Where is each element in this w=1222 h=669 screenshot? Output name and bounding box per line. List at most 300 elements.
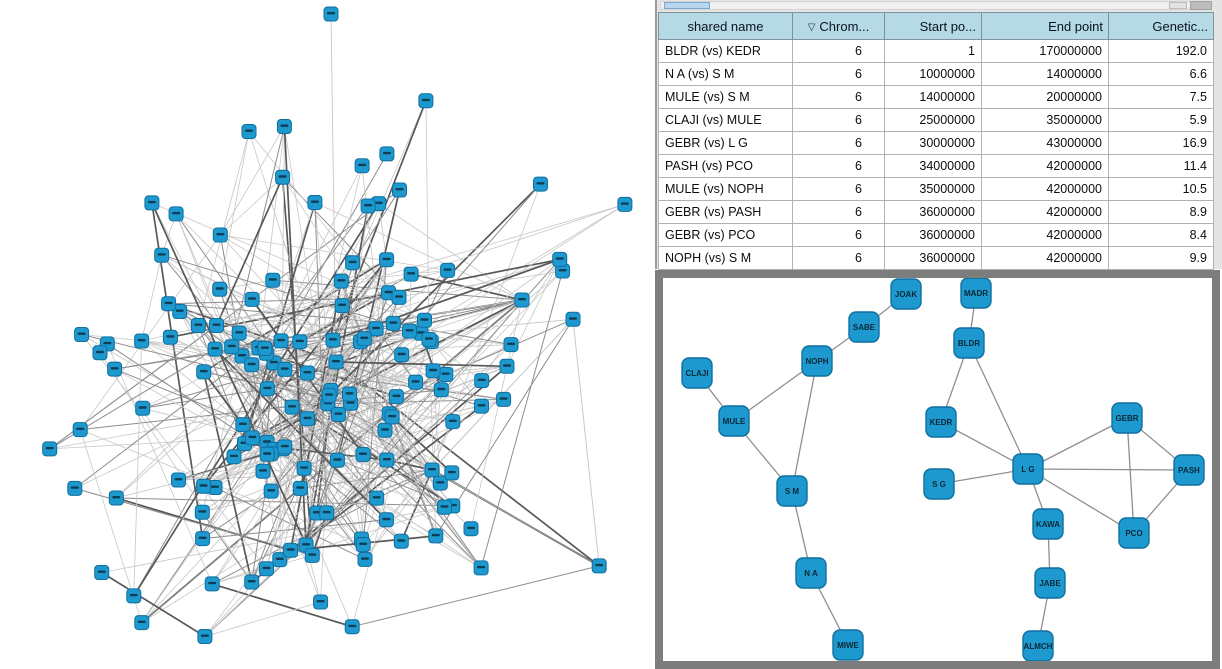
table-cell-genetic[interactable]: 10.5 bbox=[1109, 178, 1214, 201]
network-node-label bbox=[349, 261, 357, 263]
network-node[interactable] bbox=[169, 207, 183, 221]
network-node[interactable] bbox=[324, 7, 338, 21]
graph-node-s-g[interactable] bbox=[924, 469, 954, 499]
network-node-label bbox=[396, 188, 404, 190]
graph-node-pco[interactable] bbox=[1119, 518, 1149, 548]
network-node-label bbox=[346, 392, 354, 394]
network-node-label bbox=[361, 557, 369, 559]
network-node-label bbox=[201, 635, 209, 637]
network-node[interactable] bbox=[497, 392, 511, 406]
table-cell-shared-name[interactable]: N A (vs) S M bbox=[659, 63, 793, 86]
network-node[interactable] bbox=[438, 500, 452, 514]
table-row[interactable] bbox=[659, 178, 1214, 201]
network-edge[interactable] bbox=[471, 366, 507, 528]
network-node[interactable] bbox=[136, 401, 150, 415]
network-node[interactable] bbox=[68, 481, 82, 495]
network-node[interactable] bbox=[213, 282, 227, 296]
network-node-label bbox=[267, 489, 275, 491]
network-node[interactable] bbox=[285, 400, 299, 414]
scrollbar-thumb[interactable] bbox=[664, 2, 710, 9]
network-node[interactable] bbox=[500, 359, 514, 373]
network-node-label bbox=[359, 453, 367, 455]
column-header-shared-name[interactable]: shared name bbox=[659, 13, 793, 40]
network-node[interactable] bbox=[208, 342, 222, 356]
network-node[interactable] bbox=[592, 559, 606, 573]
network-node[interactable] bbox=[308, 196, 322, 210]
network-node[interactable] bbox=[213, 228, 227, 242]
graph-node-label: BLDR bbox=[957, 339, 981, 348]
network-edge[interactable] bbox=[142, 255, 162, 341]
network-node[interactable] bbox=[278, 362, 292, 376]
network-node[interactable] bbox=[314, 595, 328, 609]
network-node[interactable] bbox=[385, 410, 399, 424]
network-node[interactable] bbox=[429, 529, 443, 543]
table-cell-chromosome[interactable]: 6 bbox=[793, 63, 885, 86]
network-node-label bbox=[373, 496, 381, 498]
network-node[interactable] bbox=[242, 125, 256, 139]
table-cell-genetic[interactable]: 16.9 bbox=[1109, 132, 1214, 155]
network-node[interactable] bbox=[358, 552, 372, 566]
table-cell-chromosome[interactable]: 6 bbox=[793, 247, 885, 270]
network-node[interactable] bbox=[258, 342, 272, 356]
table-cell-start[interactable]: 35000000 bbox=[885, 178, 982, 201]
network-node[interactable] bbox=[108, 362, 122, 376]
network-node[interactable] bbox=[378, 423, 392, 437]
table-cell-chromosome[interactable]: 6 bbox=[793, 132, 885, 155]
graph-node-label: MULE bbox=[722, 417, 746, 426]
table-cell-start[interactable]: 36000000 bbox=[885, 224, 982, 247]
network-node-label bbox=[441, 505, 449, 507]
graph-node-noph[interactable] bbox=[802, 346, 832, 376]
table-cell-shared-name[interactable]: GEBR (vs) PCO bbox=[659, 224, 793, 247]
network-node-label bbox=[500, 397, 508, 399]
network-node[interactable] bbox=[127, 589, 141, 603]
network-node[interactable] bbox=[293, 335, 307, 349]
network-node[interactable] bbox=[361, 199, 375, 213]
table-cell-genetic[interactable]: 7.5 bbox=[1109, 86, 1214, 109]
network-node[interactable] bbox=[370, 491, 384, 505]
graph-node-label: MIWE bbox=[837, 641, 859, 650]
network-node-label bbox=[208, 582, 216, 584]
table-row[interactable] bbox=[659, 224, 1214, 247]
graph-node-bldr[interactable] bbox=[954, 328, 984, 358]
table-cell-genetic[interactable]: 11.4 bbox=[1109, 155, 1214, 178]
network-node[interactable] bbox=[445, 466, 459, 480]
table-cell-end[interactable]: 42000000 bbox=[982, 224, 1109, 247]
network-node[interactable] bbox=[172, 473, 186, 487]
network-node-label bbox=[360, 337, 368, 339]
table-cell-shared-name[interactable]: GEBR (vs) L G bbox=[659, 132, 793, 155]
network-node[interactable] bbox=[196, 532, 210, 546]
table-cell-chromosome[interactable]: 6 bbox=[793, 40, 885, 63]
network-node[interactable] bbox=[198, 630, 212, 644]
network-node-label bbox=[269, 278, 277, 280]
network-node[interactable] bbox=[109, 491, 123, 505]
detail-network-panel[interactable] bbox=[655, 270, 1220, 669]
table-cell-genetic[interactable]: 5.9 bbox=[1109, 109, 1214, 132]
network-node-label bbox=[138, 621, 146, 623]
column-header-genetic-distance[interactable]: Genetic... bbox=[1109, 13, 1214, 40]
table-cell-genetic[interactable]: 8.4 bbox=[1109, 224, 1214, 247]
network-node[interactable] bbox=[145, 196, 159, 210]
network-node[interactable] bbox=[135, 616, 149, 630]
table-cell-shared-name[interactable]: MULE (vs) S M bbox=[659, 86, 793, 109]
edge-attribute-table bbox=[658, 12, 1214, 270]
network-node[interactable] bbox=[320, 506, 334, 520]
network-node[interactable] bbox=[162, 297, 176, 311]
network-node[interactable] bbox=[475, 399, 489, 413]
network-node-label bbox=[333, 458, 341, 460]
network-node-label bbox=[467, 527, 475, 529]
network-node[interactable] bbox=[392, 290, 406, 304]
graph-node-label: NOPH bbox=[805, 357, 829, 366]
network-node-label bbox=[372, 327, 380, 329]
network-node-label bbox=[112, 496, 120, 498]
network-node[interactable] bbox=[386, 316, 400, 330]
network-node[interactable] bbox=[245, 575, 259, 589]
table-cell-genetic[interactable]: 6.6 bbox=[1109, 63, 1214, 86]
network-node[interactable] bbox=[356, 538, 370, 552]
network-node-label bbox=[308, 553, 316, 555]
column-header-chromosome[interactable] bbox=[793, 13, 885, 40]
table-cell-start[interactable]: 30000000 bbox=[885, 132, 982, 155]
graph-node-almch[interactable] bbox=[1023, 631, 1053, 661]
graph-edge-l-g-pash[interactable] bbox=[1028, 469, 1189, 470]
network-node[interactable] bbox=[419, 94, 433, 108]
network-node[interactable] bbox=[330, 453, 344, 467]
network-edge[interactable] bbox=[573, 319, 599, 566]
network-edge[interactable] bbox=[134, 341, 142, 596]
network-node[interactable] bbox=[335, 299, 349, 313]
network-node-label bbox=[216, 287, 224, 289]
network-node-label bbox=[280, 125, 288, 127]
filter-icon[interactable]: ▽ bbox=[807, 21, 816, 33]
table-cell-start[interactable]: 25000000 bbox=[885, 109, 982, 132]
network-node-label bbox=[329, 338, 337, 340]
network-node[interactable] bbox=[276, 170, 290, 184]
network-node[interactable] bbox=[389, 390, 403, 404]
network-node[interactable] bbox=[75, 328, 89, 342]
network-node[interactable] bbox=[345, 620, 359, 634]
network-node-label bbox=[477, 566, 485, 568]
network-edge[interactable] bbox=[205, 602, 321, 637]
network-node[interactable] bbox=[403, 324, 417, 338]
network-node-label bbox=[358, 164, 366, 166]
network-node[interactable] bbox=[245, 431, 259, 445]
network-node-label bbox=[281, 445, 289, 447]
network-node-label bbox=[398, 353, 406, 355]
table-cell-end[interactable]: 42000000 bbox=[982, 247, 1109, 270]
graph-edge-bldr-l-g[interactable] bbox=[969, 343, 1028, 469]
table-cell-shared-name[interactable]: MULE (vs) NOPH bbox=[659, 178, 793, 201]
network-node-label bbox=[302, 543, 310, 545]
network-node-label bbox=[111, 367, 119, 369]
network-edge[interactable] bbox=[100, 353, 252, 582]
graph-node-sabe[interactable] bbox=[849, 312, 879, 342]
column-header-end-point[interactable]: End point bbox=[982, 13, 1109, 40]
table-row[interactable] bbox=[659, 247, 1214, 270]
network-node-label bbox=[288, 405, 296, 407]
network-node-label bbox=[211, 486, 219, 488]
table-cell-start[interactable]: 10000000 bbox=[885, 63, 982, 86]
network-node-label bbox=[442, 373, 450, 375]
network-node[interactable] bbox=[322, 388, 336, 402]
graph-node-s-m[interactable] bbox=[777, 476, 807, 506]
graph-node-pash[interactable] bbox=[1174, 455, 1204, 485]
network-node[interactable] bbox=[475, 374, 489, 388]
graph-node-label: SABE bbox=[852, 323, 876, 332]
network-node[interactable] bbox=[474, 561, 488, 575]
network-node[interactable] bbox=[394, 534, 408, 548]
table-cell-chromosome[interactable]: 6 bbox=[793, 178, 885, 201]
network-node[interactable] bbox=[163, 330, 177, 344]
network-node-label bbox=[239, 423, 247, 425]
network-node[interactable] bbox=[504, 338, 518, 352]
network-node-label bbox=[383, 458, 391, 460]
network-node[interactable] bbox=[379, 513, 393, 527]
table-cell-genetic[interactable]: 192.0 bbox=[1109, 40, 1214, 63]
graph-node-l-g[interactable] bbox=[1013, 454, 1043, 484]
network-node[interactable] bbox=[418, 313, 432, 327]
table-row[interactable] bbox=[659, 155, 1214, 178]
network-node[interactable] bbox=[301, 412, 315, 426]
table-cell-shared-name[interactable]: CLAJI (vs) MULE bbox=[659, 109, 793, 132]
network-node[interactable] bbox=[73, 423, 87, 437]
network-node[interactable] bbox=[343, 387, 357, 401]
network-edge[interactable] bbox=[220, 132, 249, 290]
network-node-label bbox=[436, 481, 444, 483]
network-node[interactable] bbox=[95, 566, 109, 580]
network-node[interactable] bbox=[425, 463, 439, 477]
network-node[interactable] bbox=[404, 267, 418, 281]
network-node[interactable] bbox=[293, 481, 307, 495]
network-node-label bbox=[375, 202, 383, 204]
network-node-label bbox=[332, 360, 340, 362]
network-node[interactable] bbox=[297, 461, 311, 475]
network-node[interactable] bbox=[195, 505, 209, 519]
network-node-label bbox=[98, 571, 106, 573]
network-node[interactable] bbox=[245, 358, 259, 372]
table-cell-start[interactable]: 1 bbox=[885, 40, 982, 63]
table-cell-chromosome[interactable]: 6 bbox=[793, 86, 885, 109]
network-node-label bbox=[385, 291, 393, 293]
graph-node-madr[interactable] bbox=[961, 278, 991, 308]
table-cell-genetic[interactable]: 8.9 bbox=[1109, 201, 1214, 224]
network-node[interactable] bbox=[155, 248, 169, 262]
network-node-label bbox=[176, 310, 184, 312]
network-node-label bbox=[395, 295, 403, 297]
network-node-label bbox=[198, 510, 206, 512]
network-node[interactable] bbox=[191, 319, 205, 333]
table-cell-genetic[interactable]: 9.9 bbox=[1109, 247, 1214, 270]
table-cell-shared-name[interactable]: BLDR (vs) KEDR bbox=[659, 40, 793, 63]
network-node-label bbox=[235, 331, 243, 333]
table-row[interactable] bbox=[659, 63, 1214, 86]
network-node[interactable] bbox=[534, 177, 548, 191]
network-node-label bbox=[397, 539, 405, 541]
network-node[interactable] bbox=[446, 415, 460, 429]
network-node[interactable] bbox=[260, 447, 274, 461]
network-node[interactable] bbox=[245, 292, 259, 306]
network-node[interactable] bbox=[553, 252, 567, 266]
network-node[interactable] bbox=[284, 543, 298, 557]
network-node[interactable] bbox=[93, 346, 107, 360]
graph-node-kawa[interactable] bbox=[1033, 509, 1063, 539]
graph-node-n-a[interactable] bbox=[796, 558, 826, 588]
table-cell-start[interactable]: 14000000 bbox=[885, 86, 982, 109]
network-node[interactable] bbox=[197, 479, 211, 493]
table-cell-chromosome[interactable]: 6 bbox=[793, 224, 885, 247]
network-node[interactable] bbox=[515, 293, 529, 307]
column-header-start-position[interactable]: Start po... bbox=[885, 13, 982, 40]
network-node[interactable] bbox=[439, 368, 453, 382]
network-edge[interactable] bbox=[379, 204, 522, 300]
network-node[interactable] bbox=[260, 562, 274, 576]
network-node[interactable] bbox=[232, 326, 246, 340]
network-node[interactable] bbox=[256, 464, 270, 478]
network-node[interactable] bbox=[357, 332, 371, 346]
network-node[interactable] bbox=[266, 273, 280, 287]
graph-node-mule[interactable] bbox=[719, 406, 749, 436]
graph-node-label: JOAK bbox=[894, 290, 918, 299]
network-node-label bbox=[325, 393, 333, 395]
table-cell-shared-name[interactable]: NOPH (vs) S M bbox=[659, 247, 793, 270]
table-row[interactable] bbox=[659, 132, 1214, 155]
network-node-label bbox=[317, 600, 325, 602]
graph-node-label: ALMCH bbox=[1023, 642, 1053, 651]
table-cell-end[interactable]: 170000000 bbox=[982, 40, 1109, 63]
network-node-label bbox=[428, 468, 436, 470]
table-row[interactable] bbox=[659, 40, 1214, 63]
network-node[interactable] bbox=[326, 333, 340, 347]
network-node[interactable] bbox=[197, 365, 211, 379]
graph-node-joak[interactable] bbox=[891, 279, 921, 309]
network-node[interactable] bbox=[346, 256, 360, 270]
table-cell-start[interactable]: 36000000 bbox=[885, 247, 982, 270]
graph-node-miwe[interactable] bbox=[833, 630, 863, 660]
table-row[interactable] bbox=[659, 86, 1214, 109]
network-edge[interactable] bbox=[426, 101, 429, 340]
table-cell-start[interactable]: 36000000 bbox=[885, 201, 982, 224]
network-node[interactable] bbox=[380, 253, 394, 267]
table-cell-end[interactable]: 42000000 bbox=[982, 178, 1109, 201]
network-node[interactable] bbox=[618, 197, 632, 211]
table-row[interactable] bbox=[659, 109, 1214, 132]
network-node-label bbox=[296, 340, 304, 342]
network-node[interactable] bbox=[566, 312, 580, 326]
network-node[interactable] bbox=[334, 274, 348, 288]
table-cell-shared-name[interactable]: GEBR (vs) PASH bbox=[659, 201, 793, 224]
column-header-chromosome-label: Chrom... bbox=[819, 18, 870, 34]
network-node-label bbox=[381, 428, 389, 430]
network-node[interactable] bbox=[305, 548, 319, 562]
network-node-label bbox=[337, 279, 345, 281]
network-node[interactable] bbox=[43, 442, 57, 456]
network-node[interactable] bbox=[355, 159, 369, 173]
table-cell-chromosome[interactable]: 6 bbox=[793, 155, 885, 178]
network-node-label bbox=[279, 175, 287, 177]
network-node-label bbox=[211, 347, 219, 349]
network-node[interactable] bbox=[205, 577, 219, 591]
network-node[interactable] bbox=[331, 408, 345, 422]
network-node-label bbox=[300, 466, 308, 468]
scrollbar-segment[interactable] bbox=[1169, 2, 1187, 9]
network-node[interactable] bbox=[434, 383, 448, 397]
network-node-label bbox=[139, 406, 147, 408]
network-node-label bbox=[248, 363, 256, 365]
network-node[interactable] bbox=[300, 366, 314, 380]
detail-network-canvas[interactable] bbox=[663, 278, 1212, 661]
network-node[interactable] bbox=[227, 450, 241, 464]
network-node[interactable] bbox=[225, 340, 239, 354]
network-node[interactable] bbox=[426, 364, 440, 378]
graph-node-claji[interactable] bbox=[682, 358, 712, 388]
network-node-label bbox=[281, 367, 289, 369]
graph-node-gebr[interactable] bbox=[1112, 403, 1142, 433]
network-node-label bbox=[46, 447, 54, 449]
network-node-label bbox=[165, 302, 173, 304]
network-node[interactable] bbox=[278, 440, 292, 454]
network-node-label bbox=[503, 364, 511, 366]
network-node-label bbox=[304, 417, 312, 419]
network-node[interactable] bbox=[236, 418, 250, 432]
network-node-label bbox=[287, 548, 295, 550]
network-node[interactable] bbox=[329, 355, 343, 369]
table-cell-chromosome[interactable]: 6 bbox=[793, 201, 885, 224]
network-node[interactable] bbox=[393, 183, 407, 197]
network-node[interactable] bbox=[464, 522, 478, 536]
network-node[interactable] bbox=[380, 147, 394, 161]
table-row[interactable] bbox=[659, 201, 1214, 224]
network-node[interactable] bbox=[356, 448, 370, 462]
network-node[interactable] bbox=[260, 382, 274, 396]
network-node[interactable] bbox=[409, 375, 423, 389]
network-node-label bbox=[407, 272, 415, 274]
network-node[interactable] bbox=[380, 453, 394, 467]
graph-node-jabe[interactable] bbox=[1035, 568, 1065, 598]
table-cell-chromosome[interactable]: 6 bbox=[793, 109, 885, 132]
table-cell-end[interactable]: 14000000 bbox=[982, 63, 1109, 86]
network-node-label bbox=[359, 543, 367, 545]
graph-node-label: CLAJI bbox=[685, 369, 709, 378]
network-node-label bbox=[213, 324, 221, 326]
table-cell-end[interactable]: 42000000 bbox=[982, 155, 1109, 178]
horizontal-scrollbar[interactable] bbox=[660, 1, 1212, 10]
network-node[interactable] bbox=[395, 348, 409, 362]
network-node-label bbox=[425, 337, 433, 339]
network-node[interactable] bbox=[441, 263, 455, 277]
network-node[interactable] bbox=[422, 332, 436, 346]
network-node[interactable] bbox=[135, 334, 149, 348]
graph-node-kedr[interactable] bbox=[926, 407, 956, 437]
graph-node-label: N A bbox=[804, 569, 818, 578]
table-cell-start[interactable]: 34000000 bbox=[885, 155, 982, 178]
graph-edge-noph-s-m[interactable] bbox=[792, 361, 817, 491]
table-cell-end[interactable]: 42000000 bbox=[982, 201, 1109, 224]
table-cell-end[interactable]: 35000000 bbox=[982, 109, 1109, 132]
network-node-label bbox=[347, 401, 355, 403]
graph-node-label: KEDR bbox=[929, 418, 953, 427]
table-cell-end[interactable]: 43000000 bbox=[982, 132, 1109, 155]
graph-edge-gebr-pco[interactable] bbox=[1127, 418, 1134, 533]
network-node[interactable] bbox=[264, 484, 278, 498]
network-node-label bbox=[422, 99, 430, 101]
table-cell-end[interactable]: 20000000 bbox=[982, 86, 1109, 109]
network-node[interactable] bbox=[277, 120, 291, 134]
network-node[interactable] bbox=[274, 334, 288, 348]
table-cell-shared-name[interactable]: PASH (vs) PCO bbox=[659, 155, 793, 178]
network-node[interactable] bbox=[210, 319, 224, 333]
